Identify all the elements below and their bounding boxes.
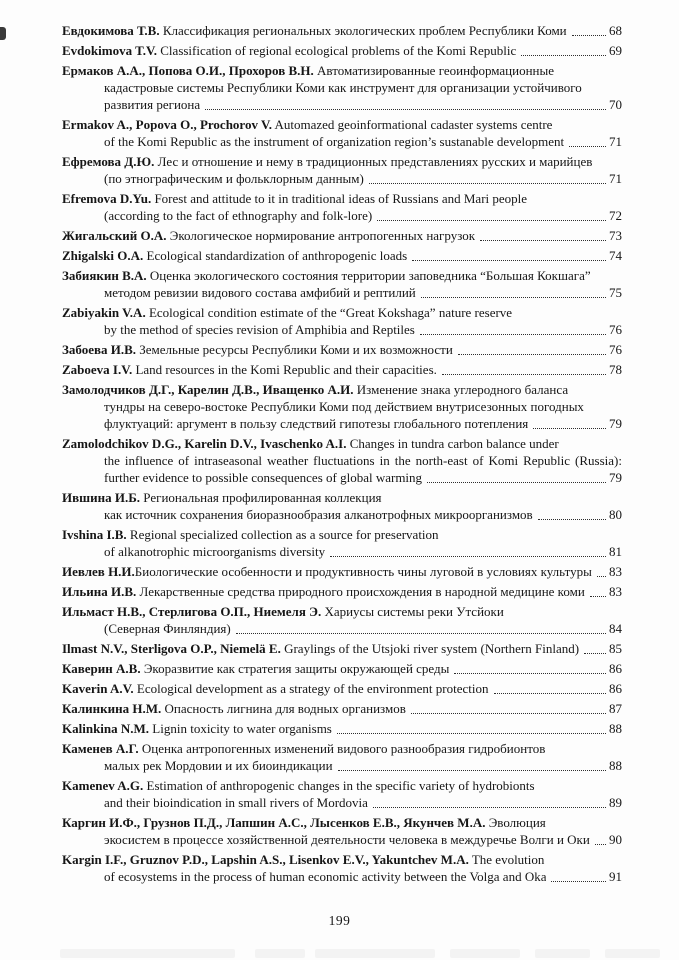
toc-line — [62, 116, 622, 133]
toc-entry-page: 84 — [609, 621, 622, 636]
toc-entry-page: 72 — [609, 208, 622, 223]
scan-artifact-segment — [605, 949, 660, 958]
dot-leader — [533, 428, 606, 429]
toc-line — [62, 153, 622, 170]
toc-line — [62, 777, 622, 794]
dot-leader — [420, 334, 606, 335]
toc-entry — [62, 814, 622, 848]
toc-line-text: (Северная Финляндия) — [104, 621, 231, 636]
toc-entry-page: 76 — [609, 322, 622, 337]
toc-entry-page: 79 — [609, 470, 622, 485]
toc-entry-title: Изменение знака углеродного баланса — [356, 382, 569, 397]
toc-line-text — [62, 640, 579, 657]
toc-line-text: тундры на северо-востоке Республики Коми под действием внутрисезонных погодных — [104, 399, 584, 414]
toc-line-text — [62, 382, 568, 397]
toc-entry — [62, 583, 622, 600]
toc-line — [62, 435, 622, 452]
toc-line-text: флуктуаций: аргумент в пользу следствий гипотезы глобального потепления — [104, 416, 529, 431]
toc-line-text: the influence of intraseasonal weather fluctuations in the north-east of Komi Republic (Russia): — [104, 453, 622, 468]
toc-entry-author: Efremova D.Yu. — [62, 191, 152, 206]
toc-line — [62, 62, 622, 79]
dot-leader — [551, 881, 606, 882]
toc-entry-page: 68 — [609, 23, 622, 38]
toc-entry-title: Региональная профилированная коллекция — [143, 490, 382, 505]
toc-entry-title: Экоразвитие как стратегия защиты окружающей среды — [143, 661, 450, 676]
toc-line — [62, 526, 622, 543]
toc-entry-author: Kalinkina N.M. — [62, 721, 150, 736]
toc-entry-author: Kargin I.F., Gruznov P.D., Lapshin A.S., Lisenkov E.V., Yakuntchev M.A. — [62, 852, 469, 867]
scan-artifact-segment — [535, 949, 590, 958]
toc-entry-page: 90 — [609, 832, 622, 847]
toc-line — [62, 700, 622, 717]
toc-line-text: of alkanotrophic microorganisms diversity — [104, 544, 326, 559]
dot-leader — [421, 297, 606, 298]
toc-entry-title: Опасность лигнина для водных организмов — [164, 701, 406, 716]
toc-entry-title: Хариусы системы реки Утсйоки — [324, 604, 504, 619]
toc-entry-page: 89 — [609, 795, 622, 810]
toc-entry-author: Евдокимова Т.В. — [62, 23, 160, 38]
toc-entry-page: 88 — [609, 721, 622, 736]
toc-entry — [62, 267, 622, 301]
toc-entry-author: Жигальский О.А. — [62, 228, 167, 243]
toc-line — [62, 22, 622, 39]
toc-entry-author: Zaboeva I.V. — [62, 362, 133, 377]
dot-leader — [480, 240, 606, 241]
toc-entry-title: Forest and attitude to it in traditional ideas of Russians and Mari people — [154, 191, 528, 206]
toc-entry-title: Оценка антропогенных изменений видового разнообразия гидробионтов — [141, 741, 546, 756]
toc-entry-page: 81 — [609, 544, 622, 559]
toc-entry-author: Замолодчиков Д.Г., Карелин Д.В., Иващенко А.И. — [62, 382, 354, 397]
toc-entry — [62, 660, 622, 677]
dot-leader — [427, 482, 606, 483]
scan-artifact-segment — [60, 949, 235, 958]
toc-line — [62, 640, 622, 657]
toc-line-text: развития региона — [104, 97, 201, 112]
toc-entry-author: Ivshina I.B. — [62, 527, 127, 542]
toc-entry-title: Graylings of the Utsjoki river system (Northern Finland) — [284, 641, 580, 656]
toc-line — [62, 831, 622, 848]
toc-line — [62, 170, 622, 187]
toc-entry-page: 79 — [609, 416, 622, 431]
dot-leader — [338, 770, 606, 771]
dot-leader — [584, 653, 606, 654]
toc-line-text — [62, 741, 545, 756]
toc-entry-author: Ermakov A., Popova O., Prochorov V. — [62, 117, 272, 132]
toc-line-text: как источник сохранения биоразнообразия алканотрофных микроорганизмов — [104, 507, 533, 522]
toc-entry-page: 85 — [609, 641, 622, 656]
toc-line — [62, 267, 622, 284]
toc-line — [62, 284, 622, 301]
toc-entry — [62, 603, 622, 637]
toc-entry-author: Zhigalski O.A. — [62, 248, 144, 263]
dot-leader — [442, 374, 606, 375]
dot-leader — [205, 109, 606, 110]
toc-entry — [62, 740, 622, 774]
toc-entry — [62, 851, 622, 885]
toc-line — [62, 794, 622, 811]
dot-leader — [377, 220, 606, 221]
toc-entry — [62, 680, 622, 697]
toc-entry — [62, 489, 622, 523]
toc-line — [62, 361, 622, 378]
toc-entry — [62, 190, 622, 224]
toc-entry — [62, 247, 622, 264]
toc-entry-author: Ilmast N.V., Sterligova O.P., Niemelä E. — [62, 641, 281, 656]
toc-entry-author: Ефремова Д.Ю. — [62, 154, 155, 169]
dot-leader — [538, 519, 606, 520]
toc-line — [62, 868, 622, 885]
toc-line-text — [62, 563, 592, 580]
toc-line-text: методом ревизии видового состава амфибий и рептилий — [104, 285, 416, 300]
toc-entry-page: 91 — [609, 869, 622, 884]
dot-leader — [412, 260, 606, 261]
toc-line-text: кадастровые системы Республики Коми как инструмент для организации устойчивого — [104, 80, 582, 95]
toc-line — [62, 96, 622, 113]
toc-entry-title: Ecological condition estimate of the “Great Kokshaga” nature reserve — [148, 305, 513, 320]
toc-entry-title: Changes in tundra carbon balance under — [349, 436, 559, 451]
toc-entry-page: 74 — [609, 248, 622, 263]
toc-line-text: of ecosystems in the process of human economic activity between the Volga and Oka — [104, 869, 547, 884]
toc-entry-title: Биологические особенности и продуктивность чины луговой в условиях культуры — [134, 564, 592, 579]
toc-entry-page: 73 — [609, 228, 622, 243]
toc-line — [62, 415, 622, 432]
dot-leader — [373, 807, 606, 808]
toc-line — [62, 42, 622, 59]
page-number: 199 — [328, 913, 351, 928]
toc-entry-author: Kaverin A.V. — [62, 681, 134, 696]
toc-line-text — [62, 268, 591, 283]
scan-artifact-segment — [450, 949, 520, 958]
toc-entry-title: Land resources in the Komi Republic and their capacities. — [135, 362, 437, 377]
toc-entry-title: Оценка экологического состояния территории заповедника “Большая Кокшага” — [149, 268, 591, 283]
toc-line — [62, 620, 622, 637]
toc-entry — [62, 563, 622, 580]
toc-line — [62, 740, 622, 757]
toc-entry-title: The evolution — [471, 852, 545, 867]
toc-entry-page: 80 — [609, 507, 622, 522]
toc-entry — [62, 227, 622, 244]
toc-entry — [62, 435, 622, 486]
toc-line-text — [62, 604, 504, 619]
dot-leader — [590, 596, 606, 597]
toc-line-text — [62, 117, 552, 132]
toc-line — [62, 814, 622, 831]
toc-entry-page: 71 — [609, 134, 622, 149]
toc-line-text — [62, 490, 382, 505]
toc-line-text — [62, 815, 546, 830]
toc-line-text — [62, 583, 585, 600]
toc-line — [62, 398, 622, 415]
toc-line-text — [62, 341, 453, 358]
toc-entry — [62, 341, 622, 358]
dot-leader — [458, 354, 606, 355]
toc-entry-author: Каверин А.В. — [62, 661, 141, 676]
toc-entry — [62, 777, 622, 811]
scan-artifact-segment — [315, 949, 435, 958]
toc-line-text — [62, 852, 544, 867]
toc-entry-author: Kamenev A.G. — [62, 778, 144, 793]
toc-line-text — [62, 191, 527, 206]
toc-line-text: малых рек Мордовии и их биоиндикации — [104, 758, 333, 773]
toc-entry — [62, 640, 622, 657]
toc-entry-author: Иевлев Н.И. — [62, 564, 135, 579]
toc-line-text: by the method of species revision of Amphibia and Reptiles — [104, 322, 415, 337]
toc-entry-title: Regional specialized collection as a source for preservation — [129, 527, 439, 542]
toc-entry-title: Классификация региональных экологических проблем Республики Коми — [162, 23, 567, 38]
toc-line-text — [62, 305, 512, 320]
dot-leader — [521, 55, 606, 56]
toc-entry-title: Автоматизированные геоинформационные — [317, 63, 555, 78]
dot-leader — [337, 733, 606, 734]
toc-line — [62, 660, 622, 677]
toc-entry-author: Ильмаст Н.В., Стерлигова О.П., Ниемеля Э. — [62, 604, 322, 619]
toc-entry — [62, 42, 622, 59]
scan-artifact-speck — [0, 27, 6, 40]
toc-line — [62, 489, 622, 506]
toc-entry — [62, 381, 622, 432]
toc-entry-page: 88 — [609, 758, 622, 773]
toc-entry — [62, 526, 622, 560]
toc-line — [62, 304, 622, 321]
toc-entry-author: Evdokimova T.V. — [62, 43, 158, 58]
toc-line-text: further evidence to possible consequences of global warming — [104, 470, 423, 485]
toc-line — [62, 321, 622, 338]
toc-entry-page: 86 — [609, 661, 622, 676]
toc-line-text — [62, 247, 407, 264]
toc-entry-author: Ермаков А.А., Попова О.И., Прохоров В.Н. — [62, 63, 314, 78]
toc-line-text — [62, 660, 449, 677]
toc-line — [62, 583, 622, 600]
toc-line-text — [62, 227, 475, 244]
toc-entry-title: Земельные ресурсы Республики Коми и их возможности — [139, 342, 453, 357]
dot-leader — [595, 844, 606, 845]
dot-leader — [597, 576, 606, 577]
toc-line — [62, 757, 622, 774]
toc-line-text — [62, 700, 406, 717]
toc-entry-title: Classification of regional ecological problems of the Komi Republic — [160, 43, 517, 58]
toc-line — [62, 247, 622, 264]
dot-leader — [369, 183, 606, 184]
dot-leader — [454, 673, 606, 674]
toc-entry-author: Калинкина Н.М. — [62, 701, 162, 716]
toc-line-text: (по этнографическим и фольклорным данным) — [104, 171, 364, 186]
dot-leader — [572, 35, 606, 36]
toc-line-text — [62, 680, 489, 697]
toc-line-text — [62, 720, 332, 737]
toc-line-text — [62, 22, 567, 39]
toc-entry-author: Забиякин В.А. — [62, 268, 147, 283]
toc-entry-author: Каменев А.Г. — [62, 741, 139, 756]
toc-line — [62, 79, 622, 96]
toc-line-text — [62, 154, 592, 169]
toc-line — [62, 469, 622, 486]
scan-artifact-segment — [255, 949, 305, 958]
toc-line — [62, 680, 622, 697]
toc-line-text: and their bioindication in small rivers of Mordovia — [104, 795, 368, 810]
toc-entry — [62, 700, 622, 717]
toc-entry-title: Ecological standardization of anthropogenic loads — [146, 248, 408, 263]
toc-entry — [62, 720, 622, 737]
toc-entry-page: 78 — [609, 362, 622, 377]
toc-entry — [62, 153, 622, 187]
toc-line — [62, 543, 622, 560]
toc-entry-page: 70 — [609, 97, 622, 112]
toc-entry — [62, 22, 622, 39]
toc-entry — [62, 304, 622, 338]
toc-line — [62, 341, 622, 358]
toc-entry-author: Забоева И.В. — [62, 342, 137, 357]
toc-line-text: экосистем в процессе хозяйственной деятельности человека в междуречье Волги и Оки — [104, 832, 590, 847]
toc-entry-title: Эволюция — [488, 815, 546, 830]
toc-entry-page: 69 — [609, 43, 622, 58]
toc-line — [62, 506, 622, 523]
toc-entry-title: Экологическое нормирование антропогенных нагрузок — [169, 228, 476, 243]
toc-line-text: (according to the fact of ethnography and folk-lore) — [104, 208, 373, 223]
toc-entry-page: 71 — [609, 171, 622, 186]
toc-entry — [62, 116, 622, 150]
toc-entry-author: Zamolodchikov D.G., Karelin D.V., Ivaschenko A.I. — [62, 436, 347, 451]
toc-entry-page: 87 — [609, 701, 622, 716]
toc-line-text — [62, 63, 554, 78]
toc-entry — [62, 361, 622, 378]
toc-line — [62, 190, 622, 207]
toc-entry — [62, 62, 622, 113]
toc-line — [62, 603, 622, 620]
toc-line — [62, 720, 622, 737]
toc-entry-title: Лекарственные средства природного происхождения в народной медицине коми — [139, 584, 585, 599]
toc-entry-page: 86 — [609, 681, 622, 696]
toc-line — [62, 207, 622, 224]
dot-leader — [569, 146, 606, 147]
dot-leader — [494, 693, 607, 694]
toc-entry-page: 75 — [609, 285, 622, 300]
table-of-contents — [62, 22, 622, 885]
toc-line — [62, 851, 622, 868]
toc-entry-page: 83 — [609, 564, 622, 579]
toc-line-text — [62, 361, 437, 378]
toc-entry-author: Ильина И.В. — [62, 584, 137, 599]
toc-line-text — [62, 527, 439, 542]
toc-entry-author: Ившина И.Б. — [62, 490, 141, 505]
toc-line-text — [62, 778, 535, 793]
dot-leader — [330, 556, 606, 557]
dot-leader — [411, 713, 606, 714]
toc-line-text — [62, 42, 516, 59]
toc-line-text — [62, 436, 559, 451]
toc-line — [62, 563, 622, 580]
toc-entry-title: Ecological development as a strategy of the environment protection — [136, 681, 489, 696]
toc-entry-page: 76 — [609, 342, 622, 357]
toc-line-text: of the Komi Republic as the instrument of organization region’s sustanable development — [104, 134, 565, 149]
toc-line — [62, 227, 622, 244]
toc-entry-page: 83 — [609, 584, 622, 599]
dot-leader — [236, 633, 606, 634]
toc-entry-title: Estimation of anthropogenic changes in the specific variety of hydrobionts — [146, 778, 535, 793]
toc-line — [62, 452, 622, 469]
toc-line — [62, 381, 622, 398]
toc-entry-author: Zabiyakin V.A. — [62, 305, 146, 320]
toc-line — [62, 133, 622, 150]
toc-entry-author: Каргин И.Ф., Грузнов П.Д., Лапшин А.С., Лысенков Е.В., Якунчев М.А. — [62, 815, 486, 830]
toc-entry-title: Automazed geoinformational cadaster systems centre — [274, 117, 553, 132]
toc-entry-title: Лес и отношение и нему в традиционных представлениях русских и марийцев — [157, 154, 593, 169]
toc-entry-title: Lignin toxicity to water organisms — [152, 721, 332, 736]
